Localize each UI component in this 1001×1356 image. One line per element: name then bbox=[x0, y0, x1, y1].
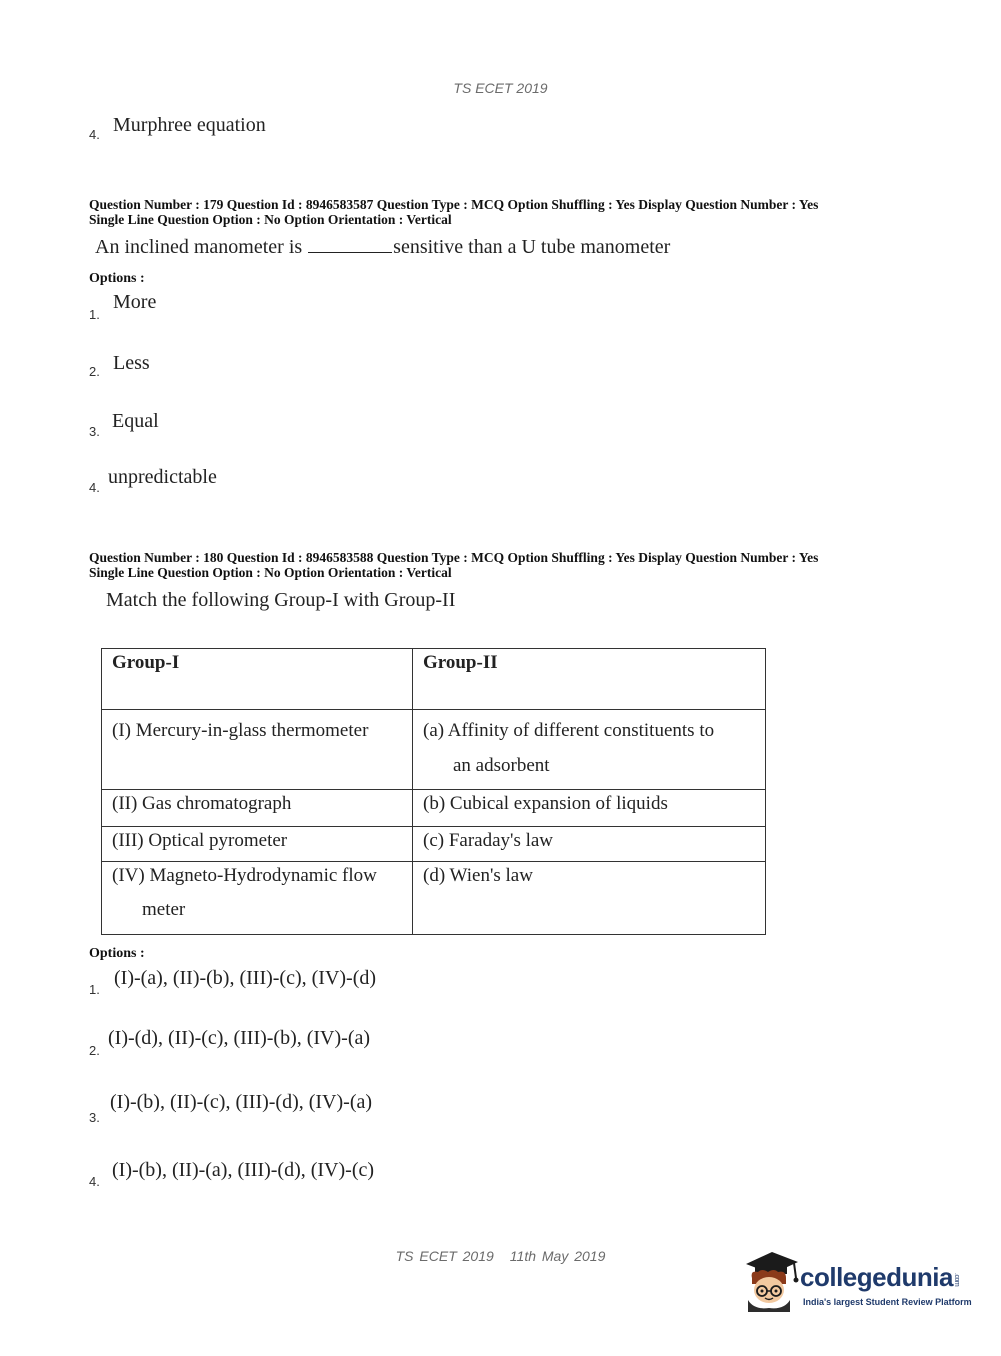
prev-option-4-text: Murphree equation bbox=[113, 114, 266, 136]
table-cell-group-1 bbox=[102, 862, 413, 935]
match-table bbox=[101, 648, 766, 935]
q179-option-1-number: 1. bbox=[89, 307, 100, 322]
q179-option-2-number: 2. bbox=[89, 364, 100, 379]
q179-text-before: An inclined manometer is bbox=[95, 236, 303, 258]
q180-option-4-number: 4. bbox=[89, 1174, 100, 1189]
page-header: TS ECET 2019 bbox=[453, 80, 548, 96]
q180-option-4-text: (I)-(b), (II)-(a), (III)-(d), (IV)-(c) bbox=[112, 1159, 375, 1181]
table-cell-group-2: (c) Faraday's law bbox=[413, 827, 766, 862]
table-row bbox=[102, 827, 766, 862]
mascot-logo-icon bbox=[742, 1250, 802, 1312]
table-cell-group-1: (III) Optical pyrometer bbox=[102, 827, 413, 862]
q179-meta-line1: Question Number : 179 Question Id : 8946583587 Question Type : MCQ Option Shuffling : Yes Display Question Number : Yes bbox=[89, 197, 819, 212]
logo-suffix: .com bbox=[952, 1272, 960, 1286]
q180-meta bbox=[89, 550, 909, 580]
q180-question-text: Match the following Group-I with Group-II bbox=[106, 589, 456, 611]
logo-wordmark bbox=[800, 1262, 960, 1293]
table-cell-group-2: (b) Cubical expansion of liquids bbox=[413, 790, 766, 827]
q179-option-2-text: Less bbox=[113, 352, 150, 374]
q179-question-text bbox=[95, 236, 670, 259]
table-cell-group-2: (d) Wien's law bbox=[413, 862, 766, 935]
q179-option-3-text: Equal bbox=[112, 410, 159, 432]
table-row bbox=[102, 790, 766, 827]
cell-line: (I) Mercury-in-glass thermometer bbox=[112, 720, 369, 741]
footer-date: 11th May 2019 bbox=[509, 1248, 606, 1264]
cell-line-continued: meter bbox=[142, 899, 186, 920]
q179-option-4-text: unpredictable bbox=[108, 466, 217, 488]
q180-option-1-text: (I)-(a), (II)-(b), (III)-(c), (IV)-(d) bbox=[114, 967, 377, 989]
q179-text-after: sensitive than a U tube manometer bbox=[393, 236, 671, 258]
footer-exam: TS ECET 2019 bbox=[395, 1248, 494, 1264]
prev-option-4-number: 4. bbox=[89, 127, 100, 142]
logo-name: collegedunia bbox=[800, 1262, 953, 1292]
fill-in-blank bbox=[308, 236, 392, 253]
q180-meta-line2: Single Line Question Option : No Option Orientation : Vertical bbox=[89, 565, 452, 580]
table-header-row bbox=[102, 649, 766, 710]
q180-meta-line1: Question Number : 180 Question Id : 8946583588 Question Type : MCQ Option Shuffling : Yes Display Question Number : Yes bbox=[89, 550, 819, 565]
table-row bbox=[102, 710, 766, 790]
cell-line: (a) Affinity of different constituents to bbox=[423, 720, 715, 741]
q179-option-4-number: 4. bbox=[89, 480, 100, 495]
q179-meta bbox=[89, 197, 909, 227]
q179-options-label: Options : bbox=[89, 271, 145, 286]
logo-tagline: India's largest Student Review Platform bbox=[803, 1297, 972, 1307]
q179-option-1-text: More bbox=[113, 291, 157, 313]
table-header-group-1: Group-I bbox=[102, 649, 413, 710]
q179-option-3-number: 3. bbox=[89, 424, 100, 439]
table-header-group-2: Group-II bbox=[413, 649, 766, 710]
table-cell-group-2 bbox=[413, 710, 766, 790]
table-cell-group-1 bbox=[102, 710, 413, 790]
q180-option-3-text: (I)-(b), (II)-(c), (III)-(d), (IV)-(a) bbox=[110, 1091, 373, 1113]
q180-option-3-number: 3. bbox=[89, 1110, 100, 1125]
table-cell-group-1: (II) Gas chromatograph bbox=[102, 790, 413, 827]
table-row bbox=[102, 862, 766, 935]
q180-options-label: Options : bbox=[89, 946, 145, 961]
q180-option-2-text: (I)-(d), (II)-(c), (III)-(b), (IV)-(a) bbox=[108, 1027, 371, 1049]
q179-meta-line2: Single Line Question Option : No Option Orientation : Vertical bbox=[89, 212, 452, 227]
cell-line: (IV) Magneto-Hydrodynamic flow bbox=[112, 865, 377, 886]
q180-option-1-number: 1. bbox=[89, 982, 100, 997]
cell-line-continued: an adsorbent bbox=[453, 755, 550, 776]
q180-option-2-number: 2. bbox=[89, 1043, 100, 1058]
